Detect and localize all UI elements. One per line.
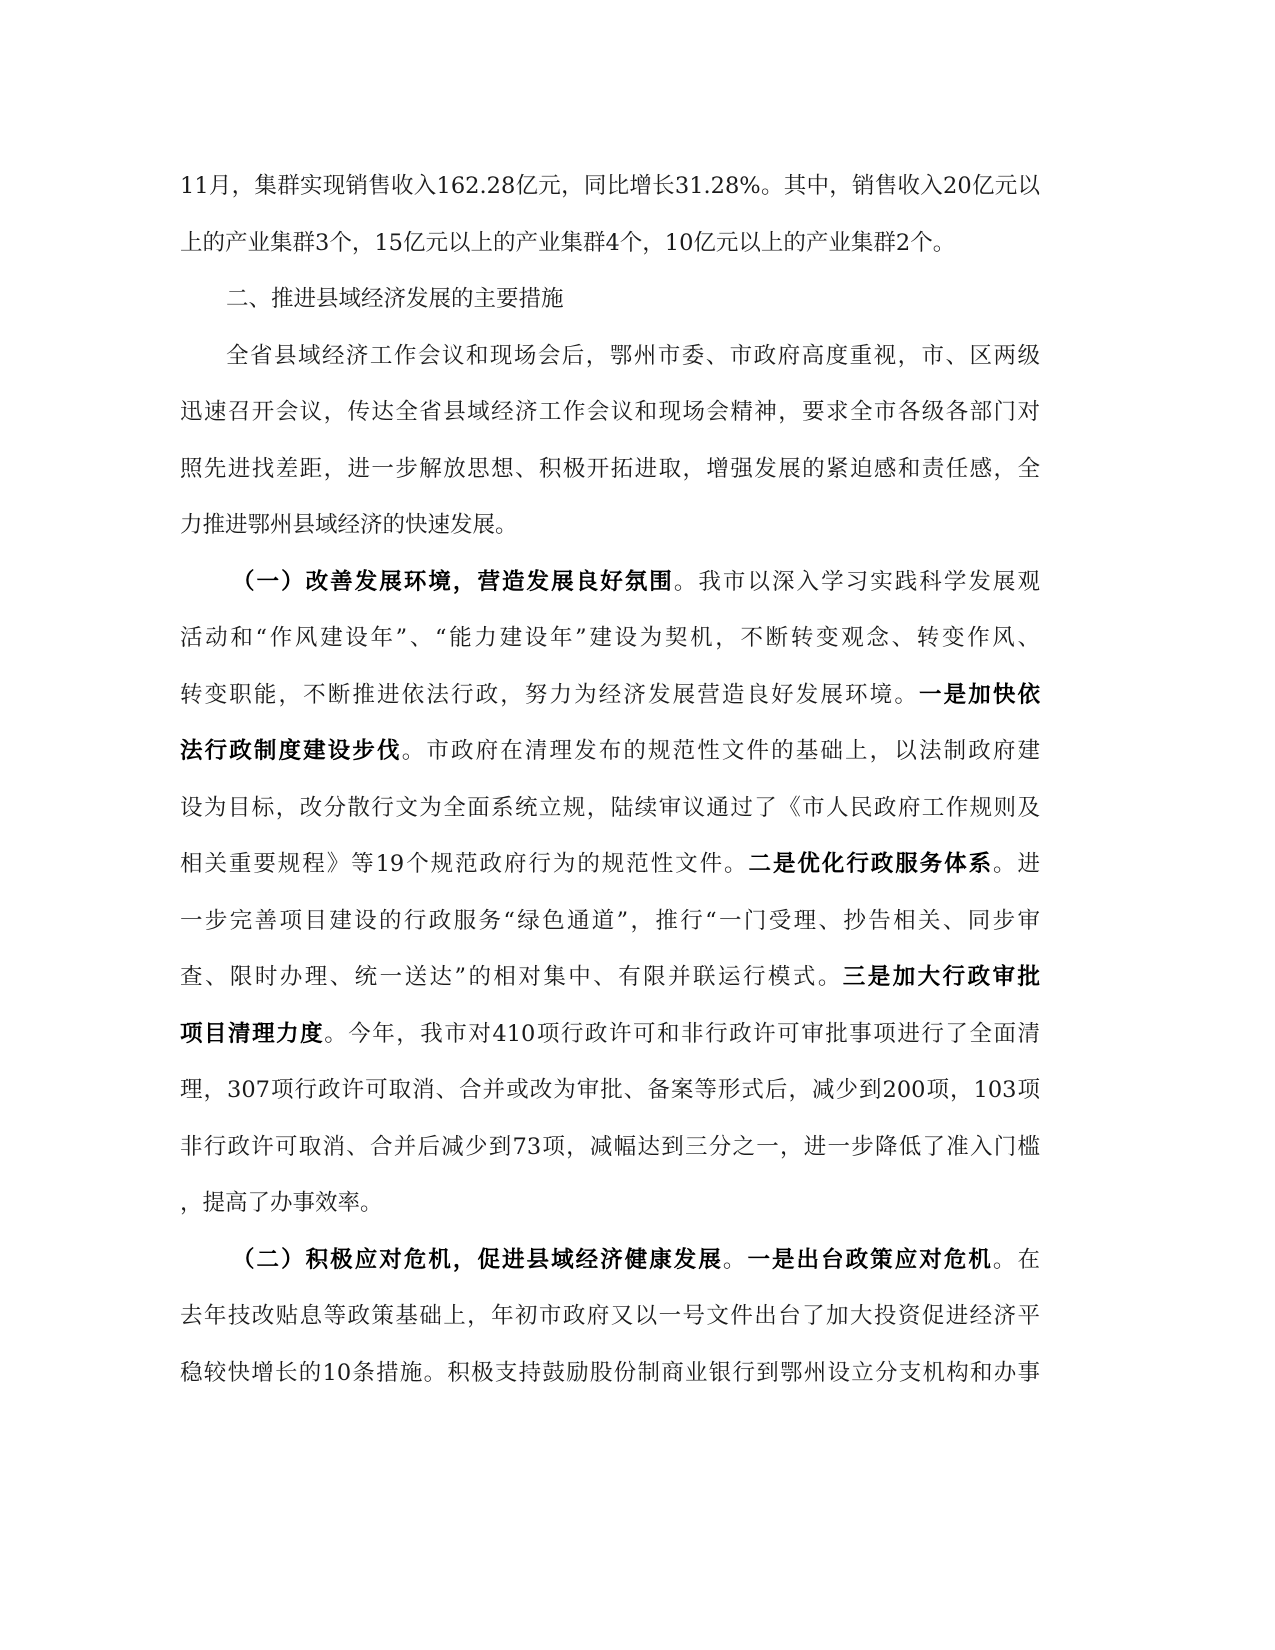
bold-heading: （二）积极应对危机，促进县域经济健康发展	[232, 1246, 723, 1273]
text-line: 一步完善项目建设的行政服务“绿色通道”，推行“一门受理、抄告相关、同步审	[180, 907, 1040, 934]
subsection-heading-1: （一）改善发展环境，营造发展良好氛围。我市以深入学习实践科学发展观	[232, 568, 1040, 595]
text-line: 非行政许可取消、合并后减少到73项，减幅达到三分之一，进一步降低了准入门槛	[180, 1133, 1040, 1160]
subsection-heading-2: （二）积极应对危机，促进县域经济健康发展。一是出台政策应对危机。在	[232, 1246, 1040, 1273]
paragraph-start: 全省县域经济工作会议和现场会后，鄂州市委、市政府高度重视，市、区两级	[226, 342, 1040, 369]
bold-point: 一是加快依	[918, 681, 1040, 708]
text-line: 相关重要规程》等19个规范政府行为的规范性文件。二是优化行政服务体系。进	[180, 851, 1040, 877]
text-line: 稳较快增长的10条措施。积极支持鼓励股份制商业银行到鄂州设立分支机构和办事	[180, 1359, 1040, 1386]
bold-heading: （一）改善发展环境，营造发展良好氛围	[232, 568, 674, 595]
text-line: 项目清理力度。今年，我市对410项行政许可和非行政许可审批事项进行了全面清	[180, 1020, 1040, 1047]
bold-point: 项目清理力度	[180, 1020, 325, 1047]
bold-point: 三是加大行政审批	[842, 964, 1040, 990]
text-line: 查、限时办理、统一送达”的相对集中、有限并联运行模式。三是加大行政审批	[180, 964, 1040, 990]
bold-point: 二是优化行政服务体系	[748, 851, 994, 877]
text-line: ，提高了办事效率。	[180, 1190, 383, 1216]
bold-point: 一是出台政策应对危机	[747, 1246, 993, 1273]
document-body	[180, 168, 1040, 1411]
text-line: 力推进鄂州县域经济的快速发展。	[180, 512, 518, 538]
text-line: 照先进找差距，进一步解放思想、积极开拓进取，增强发展的紧迫感和责任感，全	[180, 455, 1040, 482]
text-line: 活动和“作风建设年”、“能力建设年”建设为契机，不断转变观念、转变作风、	[180, 625, 1040, 651]
bold-point: 法行政制度建设步伐	[180, 738, 402, 764]
text-line: 法行政制度建设步伐。市政府在清理发布的规范性文件的基础上，以法制政府建	[180, 738, 1040, 764]
text-line: 上的产业集群3个，15亿元以上的产业集群4个，10亿元以上的产业集群2个。	[180, 229, 956, 256]
section-heading: 二、推进县域经济发展的主要措施	[226, 286, 564, 312]
text-line: 迅速召开会议，传达全省县域经济工作会议和现场会精神，要求全市各级各部门对	[180, 399, 1040, 425]
text-line: 理，307项行政许可取消、合并或改为审批、备案等形式后，减少到200项，103项	[180, 1077, 1040, 1103]
text-line: 转变职能，不断推进依法行政，努力为经济发展营造良好发展环境。一是加快依	[180, 681, 1040, 708]
text-line: 去年技改贴息等政策基础上，年初市政府又以一号文件出台了加大投资促进经济平	[180, 1303, 1040, 1329]
text-line: 设为目标，改分散行文为全面系统立规，陆续审议通过了《市人民政府工作规则及	[180, 794, 1040, 821]
text-line: 11月，集群实现销售收入162.28亿元，同比增长31.28%。其中，销售收入20亿元以	[180, 173, 1040, 199]
